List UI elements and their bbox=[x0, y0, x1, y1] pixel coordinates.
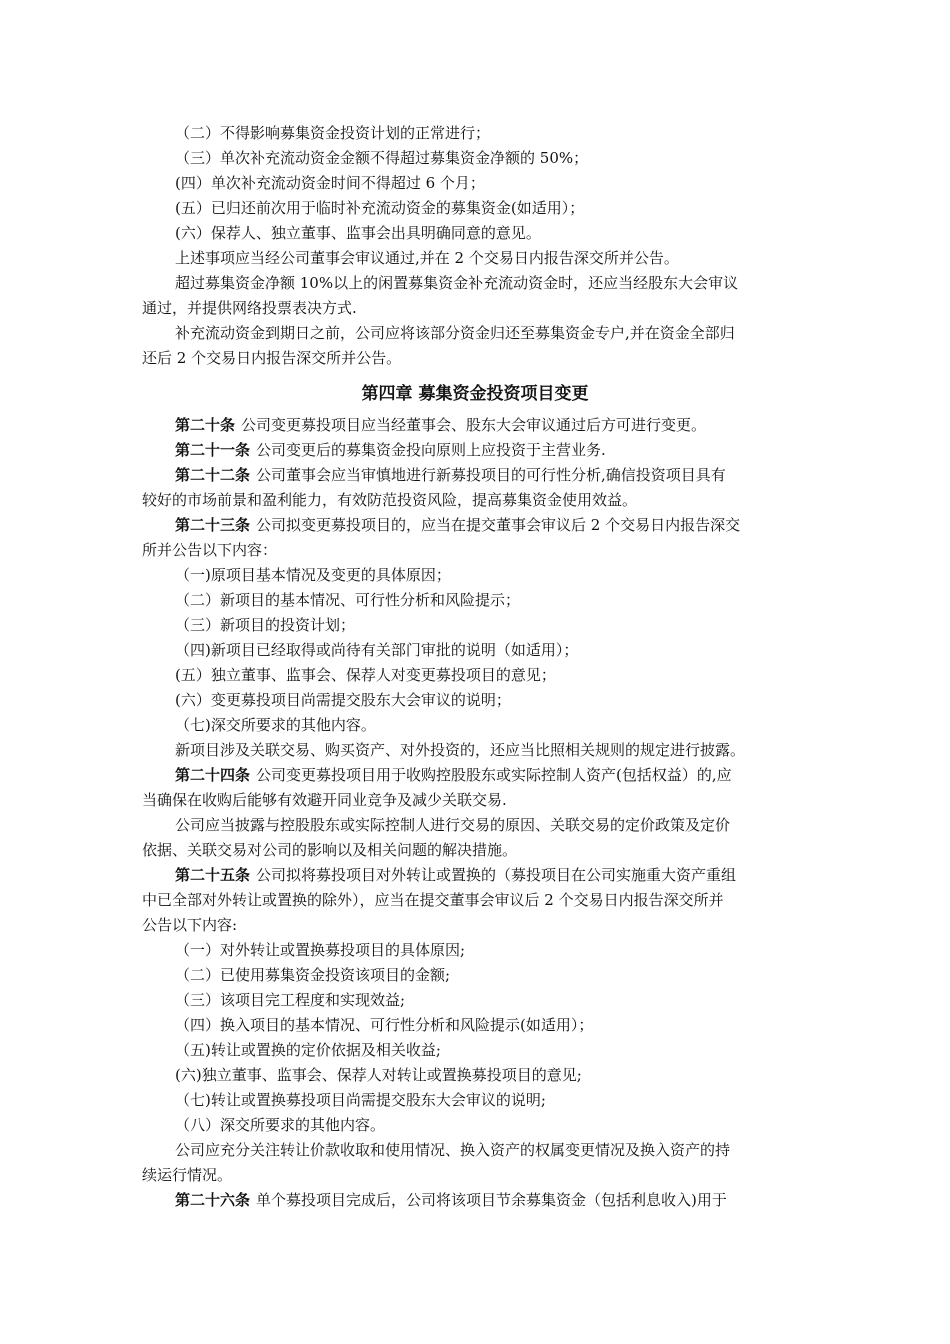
list-item: （一)原项目基本情况及变更的具体原因； bbox=[175, 566, 451, 584]
article-26 bbox=[142, 1188, 808, 1213]
chapter-title: 第四章 募集资金投资项目变更 bbox=[361, 384, 589, 404]
list-item: （七)深交所要求的其他内容。 bbox=[175, 716, 376, 734]
article-label: 第二十一条 bbox=[175, 441, 251, 459]
paragraph-line: 依据、关联交易对公司的影响以及相关问题的解决措施。 bbox=[142, 841, 518, 859]
list-item: （四)新项目已经取得或尚待有关部门审批的说明（如适用）； bbox=[175, 641, 579, 659]
article-21 bbox=[142, 438, 808, 463]
paragraph: 新项目涉及关联交易、购买资产、对外投资的，还应当比照相关规则的规定进行披露。 bbox=[175, 741, 746, 759]
list-item: （五)转让或置换的定价依据及相关收益; bbox=[175, 1041, 441, 1059]
list-item: (六）变更募投项目尚需提交股东大会审议的说明； bbox=[175, 691, 511, 709]
article-22 bbox=[142, 463, 808, 488]
article-text: 公司变更募投项目应当经董事会、股东大会审议通过后方可进行变更。 bbox=[241, 416, 707, 434]
paragraph-line: 还后 2 个交易日内报告深交所并公告。 bbox=[142, 349, 402, 367]
article-text: 公司拟将募投项目对外转让或置换的（募投项目在公司实施重大资产重组 bbox=[256, 866, 737, 884]
article-25 bbox=[142, 863, 808, 888]
document-page bbox=[142, 121, 808, 1213]
paragraph-line: 通过，并提供网络投票表决方式. bbox=[142, 299, 357, 317]
list-item: （三）该项目完工程度和实现效益; bbox=[175, 991, 406, 1009]
list-item: (六)独立董事、监事会、保荐人对转让或置换募投项目的意见; bbox=[175, 1066, 582, 1084]
article-label: 第二十条 bbox=[175, 416, 236, 434]
list-item: （二）新项目的基本情况、可行性分析和风险提示； bbox=[175, 591, 521, 609]
list-item: （三）单次补充流动资金金额不得超过募集资金净额的 50%； bbox=[175, 149, 589, 167]
paragraph-line: 续运行情况。 bbox=[142, 1166, 233, 1184]
paragraph-line: 公司应充分关注转让价款收取和使用情况、换入资产的权属变更情况及换入资产的持 bbox=[175, 1141, 731, 1159]
list-item: （二）已使用募集资金投资该项目的金额; bbox=[175, 966, 451, 984]
paragraph: 上述事项应当经公司董事会审议通过,并在 2 个交易日内报告深交所并公告。 bbox=[175, 249, 679, 267]
article-text: 公司董事会应当审慎地进行新募投项目的可行性分析,确信投资项目具有 bbox=[256, 466, 726, 484]
article-label: 第二十三条 bbox=[175, 516, 251, 534]
list-item: (五）已归还前次用于临时补充流动资金的募集资金(如适用）； bbox=[175, 199, 585, 217]
paragraph-line: 中已全部对外转让或置换的除外），应当在提交董事会审议后 2 个交易日内报告深交所并 bbox=[142, 891, 724, 909]
article-label: 第二十五条 bbox=[175, 866, 251, 884]
list-item: (六）保荐人、独立董事、监事会出具明确同意的意见。 bbox=[175, 224, 541, 242]
list-item: （四）换入项目的基本情况、可行性分析和风险提示(如适用）； bbox=[175, 1016, 594, 1034]
paragraph-line: 公司应当披露与控股股东或实际控制人进行交易的原因、关联交易的定价政策及定价 bbox=[175, 816, 731, 834]
list-item: （八）深交所要求的其他内容。 bbox=[175, 1116, 386, 1134]
article-23 bbox=[142, 513, 808, 538]
list-item: （三）新项目的投资计划； bbox=[175, 616, 356, 634]
list-item: (四）单次补充流动资金时间不得超过 6 个月； bbox=[175, 174, 485, 192]
article-text: 公司变更后的募集资金投向原则上应投资于主营业务. bbox=[256, 441, 606, 459]
article-label: 第二十二条 bbox=[175, 466, 251, 484]
paragraph-line: 补充流动资金到期日之前，公司应将该部分资金归还至募集资金专户,并在资金全部归 bbox=[175, 324, 735, 342]
list-item: （七)转让或置换募投项目尚需提交股东大会审议的说明; bbox=[175, 1091, 546, 1109]
list-item: （一）对外转让或置换募投项目的具体原因; bbox=[175, 941, 466, 959]
paragraph-line: 所并公告以下内容： bbox=[142, 541, 278, 559]
article-text: 单个募投项目完成后，公司将该项目节余募集资金（包括利息收入)用于 bbox=[256, 1191, 727, 1209]
article-text: 公司变更募投项目用于收购控股股东或实际控制人资产(包括权益）的,应 bbox=[256, 766, 732, 784]
article-24 bbox=[142, 763, 808, 788]
paragraph-line: 超过募集资金净额 10%以上的闲置募集资金补充流动资金时，还应当经股东大会审议 bbox=[175, 274, 739, 292]
article-label: 第二十六条 bbox=[175, 1191, 251, 1209]
article-label: 第二十四条 bbox=[175, 766, 251, 784]
paragraph-line: 公告以下内容: bbox=[142, 916, 238, 934]
article-text: 公司拟变更募投项目的，应当在提交董事会审议后 2 个交易日内报告深交 bbox=[256, 516, 741, 534]
paragraph-line: 较好的市场前景和盈利能力，有效防范投资风险，提高募集资金使用效益。 bbox=[142, 491, 638, 509]
paragraph-line: 当确保在收购后能够有效避开同业竞争及减少关联交易. bbox=[142, 791, 507, 809]
article-20 bbox=[142, 413, 808, 438]
list-item: （二）不得影响募集资金投资计划的正常进行； bbox=[175, 124, 491, 142]
list-item: (五）独立董事、监事会、保荐人对变更募投项目的意见； bbox=[175, 666, 556, 684]
